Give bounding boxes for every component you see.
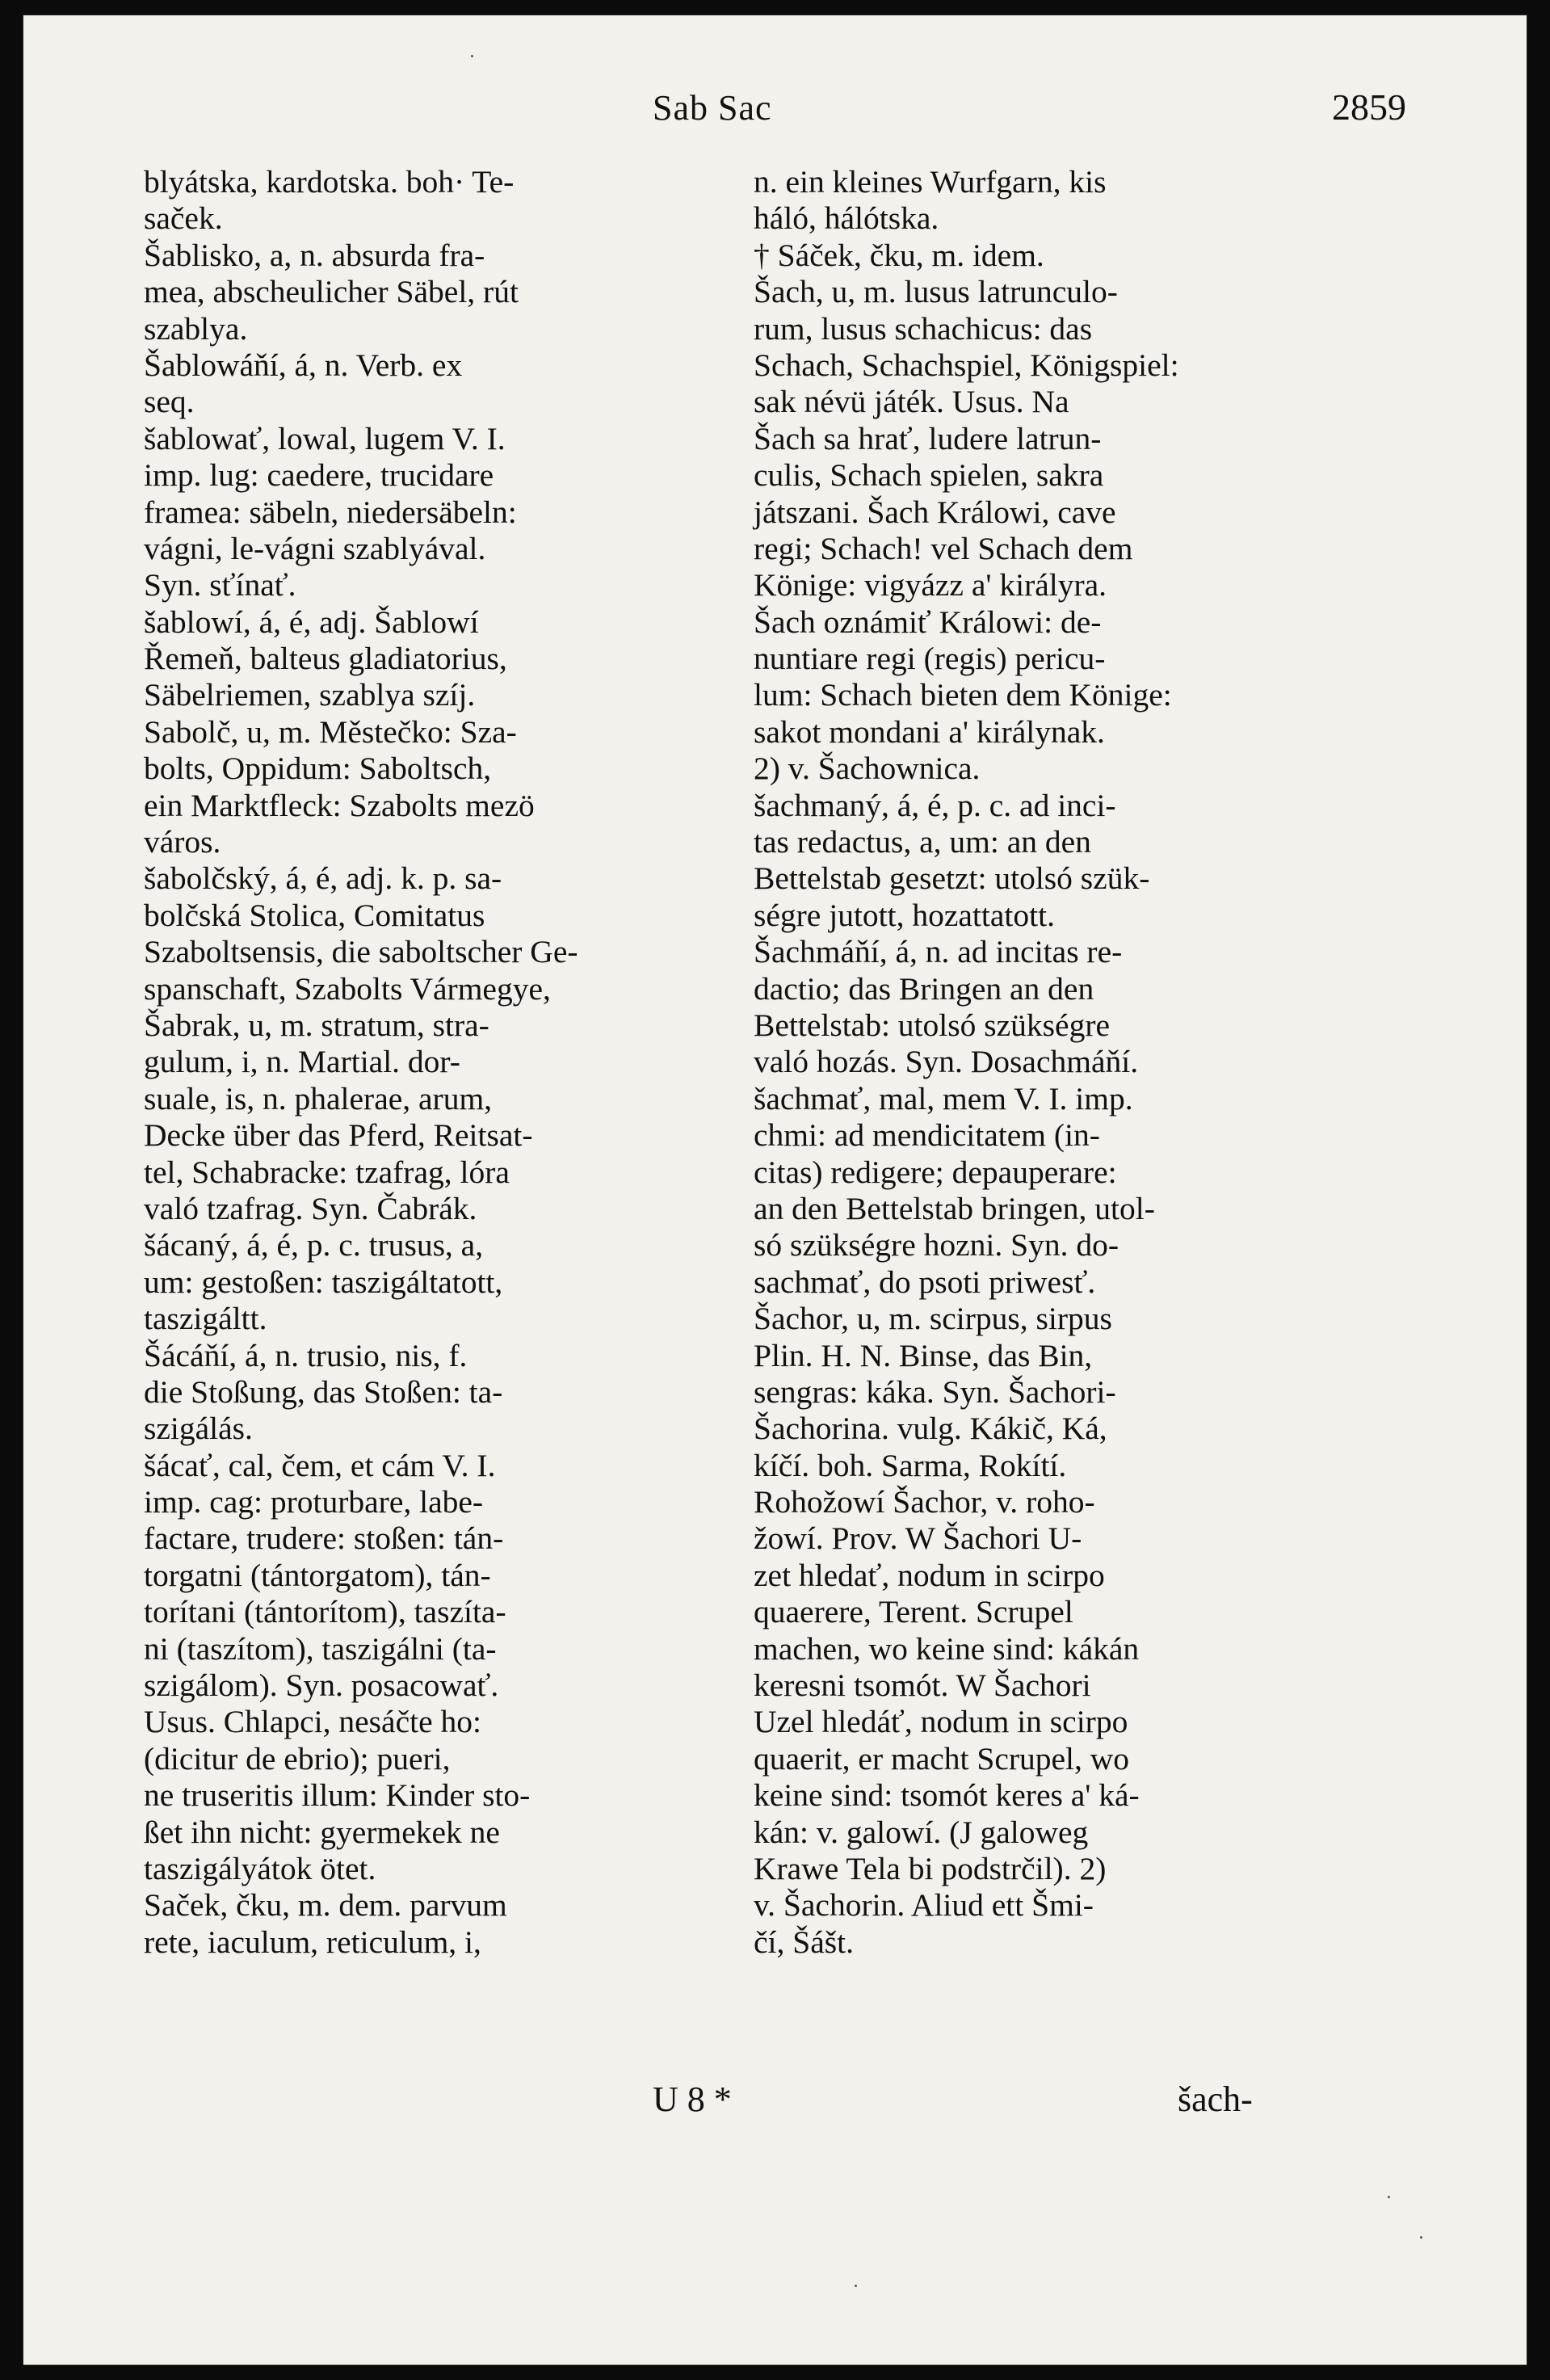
text-line: keine sind: tsomót keres a' ká-: [754, 1777, 1140, 1814]
text-line: Šachor, u, m. scirpus, sirpus: [754, 1301, 1112, 1337]
text-line: ségre jutott, hozattatott.: [754, 897, 1055, 933]
text-line: citas) redigere; depauperare:: [754, 1154, 1117, 1190]
text-line: factare, trudere: stoßen: tán-: [144, 1520, 504, 1557]
text-line: szigálás.: [144, 1411, 253, 1447]
text-line: való tzafrag. Syn. Čabrák.: [144, 1190, 477, 1226]
text-line: kíčí. boh. Sarma, Rokítí.: [754, 1447, 1067, 1483]
page-number: 2859: [1332, 86, 1406, 128]
text-line: regi; Schach! vel Schach dem: [754, 530, 1133, 566]
text-line: quaerit, er macht Scrupel, wo: [754, 1740, 1130, 1777]
text-line: tel, Schabracke: tzafrag, lóra: [144, 1154, 510, 1190]
page-footer: [23, 2079, 1527, 2135]
text-line: Usus. Chlapci, nesáčte ho:: [144, 1704, 481, 1740]
text-line: ßet ihn nicht: gyermekek ne: [144, 1814, 500, 1850]
text-line: sak névü játék. Usus. Na: [754, 384, 1069, 420]
running-head-title: Sab Sac: [653, 88, 772, 128]
text-line: Decke über das Pferd, Reitsat-: [144, 1117, 533, 1154]
text-line: sachmať, do psoti priwesť.: [754, 1264, 1096, 1300]
text-line: um: gestoßen: taszigáltatott,: [144, 1264, 503, 1300]
text-line: ein Marktfleck: Szabolts mezö: [144, 787, 535, 823]
text-line: Šach oznámiť Králowi: de-: [754, 603, 1102, 640]
print-speck: [471, 55, 473, 57]
text-line: város.: [144, 824, 221, 860]
text-line: taszigáltt.: [144, 1301, 267, 1337]
text-line: szablya.: [144, 310, 248, 347]
text-line: rete, iaculum, reticulum, i,: [144, 1924, 481, 1960]
text-line: 2) v. Šachownica.: [754, 751, 981, 787]
text-line: zet hledať, nodum in scirpo: [754, 1557, 1105, 1593]
text-line: háló, hálótska.: [754, 200, 939, 237]
text-line: n. ein kleines Wurfgarn, kis: [754, 164, 1107, 200]
text-line: Saček, čku, m. dem. parvum: [144, 1887, 507, 1924]
text-line: Krawe Tela bi podstrčil). 2): [754, 1850, 1107, 1886]
left-column: [144, 164, 721, 1961]
print-speck: [1420, 2236, 1422, 2239]
text-line: Šabrak, u, m. stratum, stra-: [144, 1007, 489, 1043]
text-line: saček.: [144, 200, 223, 237]
text-line: blyátska, kardotska. boh· Te-: [144, 164, 515, 200]
text-line: † Sáček, čku, m. idem.: [754, 237, 1044, 273]
text-line: mea, abscheulicher Säbel, rút: [144, 274, 519, 310]
text-line: Sabolč, u, m. Městečko: Sza-: [144, 713, 517, 750]
text-line: Šachorina. vulg. Kákič, Ká,: [754, 1411, 1107, 1447]
text-line: Šach, u, m. lusus latrunculo-: [754, 274, 1118, 310]
text-line: Schach, Schachspiel, Königspiel:: [754, 347, 1179, 383]
text-line: ni (taszítom), taszigálni (ta-: [144, 1630, 497, 1667]
text-line: Uzel hledáť, nodum in scirpo: [754, 1704, 1128, 1740]
book-page: [23, 15, 1527, 2365]
text-line: šachmaný, á, é, p. c. ad inci-: [754, 787, 1116, 823]
text-line: (dicitur de ebrio); pueri,: [144, 1740, 451, 1777]
text-line: Šablowáňí, á, n. Verb. ex: [144, 347, 463, 383]
text-line: Säbelriemen, szablya szíj.: [144, 677, 476, 713]
text-line: bolts, Oppidum: Saboltsch,: [144, 751, 492, 787]
text-line: v. Šachorin. Aliud ett Šmi-: [754, 1887, 1094, 1924]
text-line: Šachmáňí, á, n. ad incitas re-: [754, 934, 1123, 970]
text-line: torgatni (tántorgatom), tán-: [144, 1557, 491, 1593]
text-line: culis, Schach spielen, sakra: [754, 457, 1104, 494]
text-line: imp. cag: proturbare, labe-: [144, 1484, 484, 1520]
text-line: Könige: vigyázz a' királyra.: [754, 567, 1107, 603]
text-line: die Stoßung, das Stoßen: ta-: [144, 1373, 503, 1410]
text-line: való hozás. Syn. Dosachmáňí.: [754, 1044, 1139, 1080]
text-line: bolčská Stolica, Comitatus: [144, 897, 485, 933]
text-line: šablowí, á, é, adj. Šablowí: [144, 603, 479, 640]
text-line: Bettelstab: utolsó szükségre: [754, 1007, 1110, 1043]
text-line: šabolčský, á, é, adj. k. p. sa-: [144, 860, 502, 897]
text-line: šablowať, lowal, lugem V. I.: [144, 420, 506, 456]
text-line: dactio; das Bringen an den: [754, 970, 1094, 1007]
text-line: šácaný, á, é, p. c. trusus, a,: [144, 1227, 484, 1264]
text-line: tas redactus, a, um: an den: [754, 824, 1091, 860]
text-line: žowí. Prov. W Šachori U-: [754, 1520, 1082, 1557]
text-line: quaerere, Terent. Scrupel: [754, 1594, 1073, 1630]
text-line: Bettelstab gesetzt: utolsó szük-: [754, 860, 1150, 897]
text-line: suale, is, n. phalerae, arum,: [144, 1080, 493, 1116]
text-line: lum: Schach bieten dem Könige:: [754, 677, 1172, 713]
text-line: ne truseritis illum: Kinder sto-: [144, 1777, 531, 1814]
text-line: seq.: [144, 384, 195, 420]
text-line: gulum, i, n. Martial. dor-: [144, 1044, 460, 1080]
text-line: játszani. Šach Králowi, cave: [754, 494, 1116, 530]
text-line: chmi: ad mendicitatem (in-: [754, 1117, 1100, 1154]
text-line: sengras: káka. Syn. Šachori-: [754, 1373, 1116, 1410]
catchword: šach-: [1178, 2079, 1253, 2119]
text-line: Plin. H. N. Binse, das Bin,: [754, 1337, 1093, 1373]
text-line: kán: v. galowí. (J galoweg: [754, 1814, 1089, 1850]
text-line: Rohožowí Šachor, v. roho-: [754, 1484, 1095, 1520]
text-line: Šácáňí, á, n. trusio, nis, f.: [144, 1337, 468, 1373]
right-column: [754, 164, 1343, 1961]
running-head: [23, 79, 1527, 144]
text-line: spanschaft, Szabolts Vármegye,: [144, 970, 551, 1007]
text-line: vágni, le-vágni szablyával.: [144, 530, 486, 566]
text-line: šachmať, mal, mem V. I. imp.: [754, 1080, 1133, 1116]
print-speck: [1388, 2196, 1390, 2198]
text-line: machen, wo keine sind: kákán: [754, 1630, 1140, 1667]
text-line: čí, Šášt.: [754, 1924, 854, 1960]
text-line: framea: säbeln, niedersäbeln:: [144, 494, 517, 530]
text-line: Řemeň, balteus gladiatorius,: [144, 641, 507, 677]
text-line: szigálom). Syn. posacowať.: [144, 1667, 499, 1704]
text-line: Szaboltsensis, die saboltscher Ge-: [144, 934, 578, 970]
print-speck: [855, 2285, 857, 2287]
text-line: Šablisko, a, n. absurda fra-: [144, 237, 485, 273]
text-line: keresni tsomót. W Šachori: [754, 1667, 1091, 1704]
text-line: imp. lug: caedere, trucidare: [144, 457, 494, 494]
text-line: an den Bettelstab bringen, utol-: [754, 1190, 1155, 1226]
text-line: Šach sa hrať, ludere latrun-: [754, 420, 1102, 456]
text-line: rum, lusus schachicus: das: [754, 310, 1093, 347]
text-line: só szükségre hozni. Syn. do-: [754, 1227, 1119, 1264]
text-line: šácať, cal, čem, et cám V. I.: [144, 1447, 496, 1483]
text-line: sakot mondani a' királynak.: [754, 713, 1105, 750]
signature-mark: U 8 *: [653, 2079, 732, 2119]
text-line: torítani (tántorítom), taszíta-: [144, 1594, 506, 1630]
text-line: nuntiare regi (regis) pericu-: [754, 641, 1106, 677]
text-line: taszigályátok ötet.: [144, 1850, 376, 1886]
text-line: Syn. sťínať.: [144, 567, 296, 603]
